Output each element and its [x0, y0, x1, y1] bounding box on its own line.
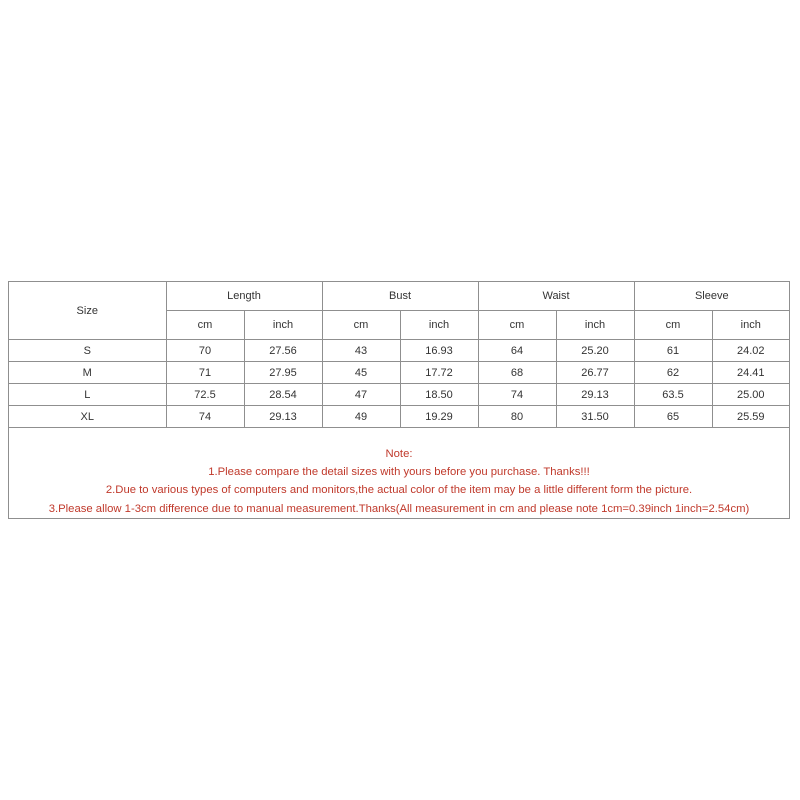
table-cell: 70 — [166, 340, 244, 362]
note-line-3: 3.Please allow 1-3cm difference due to manual measurement.Thanks(All measurement in cm and please note 1cm=0.39inch 1inch=2.54cm) — [48, 502, 750, 515]
unit-header: cm — [634, 311, 712, 340]
table-cell: 18.50 — [400, 384, 478, 406]
size-column-header: Size — [9, 282, 166, 340]
size-cell: XL — [9, 406, 166, 428]
table-row — [9, 406, 789, 428]
table-cell: 47 — [322, 384, 400, 406]
table-cell: 64 — [478, 340, 556, 362]
table-cell: 17.72 — [400, 362, 478, 384]
note-title: Note: — [385, 448, 413, 460]
table-cell: 25.00 — [712, 384, 789, 406]
size-cell: L — [9, 384, 166, 406]
table-cell: 74 — [166, 406, 244, 428]
table-cell: 29.13 — [244, 406, 322, 428]
table-cell: 19.29 — [400, 406, 478, 428]
note-line-1: 1.Please compare the detail sizes with yours before you purchase. Thanks!!! — [208, 466, 590, 479]
table-cell: 62 — [634, 362, 712, 384]
unit-header: inch — [712, 311, 789, 340]
size-chart-table — [9, 282, 789, 428]
table-cell: 65 — [634, 406, 712, 428]
table-cell: 49 — [322, 406, 400, 428]
table-cell: 43 — [322, 340, 400, 362]
unit-header: inch — [556, 311, 634, 340]
sleeve-group-header: Sleeve — [634, 282, 789, 311]
unit-header: cm — [322, 311, 400, 340]
table-cell: 80 — [478, 406, 556, 428]
table-row — [9, 362, 789, 384]
table-cell: 24.41 — [712, 362, 789, 384]
waist-group-header: Waist — [478, 282, 634, 311]
table-cell: 72.5 — [166, 384, 244, 406]
notes-block — [9, 445, 789, 518]
size-chart-frame — [8, 281, 790, 519]
table-cell: 29.13 — [556, 384, 634, 406]
table-cell: 74 — [478, 384, 556, 406]
table-cell: 25.59 — [712, 406, 789, 428]
unit-header: cm — [166, 311, 244, 340]
table-cell: 26.77 — [556, 362, 634, 384]
table-row — [9, 384, 789, 406]
unit-header: cm — [478, 311, 556, 340]
table-cell: 24.02 — [712, 340, 789, 362]
unit-header: inch — [400, 311, 478, 340]
table-cell: 71 — [166, 362, 244, 384]
table-cell: 16.93 — [400, 340, 478, 362]
table-cell: 28.54 — [244, 384, 322, 406]
table-cell: 25.20 — [556, 340, 634, 362]
table-cell: 45 — [322, 362, 400, 384]
table-cell: 68 — [478, 362, 556, 384]
table-cell: 61 — [634, 340, 712, 362]
table-cell: 27.95 — [244, 362, 322, 384]
size-cell: S — [9, 340, 166, 362]
table-cell: 27.56 — [244, 340, 322, 362]
table-cell: 31.50 — [556, 406, 634, 428]
note-line-2: 2.Due to various types of computers and monitors,the actual color of the item may be a little different form the picture. — [105, 484, 693, 497]
bust-group-header: Bust — [322, 282, 478, 311]
table-row — [9, 340, 789, 362]
unit-header: inch — [244, 311, 322, 340]
size-cell: M — [9, 362, 166, 384]
table-cell: 63.5 — [634, 384, 712, 406]
length-group-header: Length — [166, 282, 322, 311]
